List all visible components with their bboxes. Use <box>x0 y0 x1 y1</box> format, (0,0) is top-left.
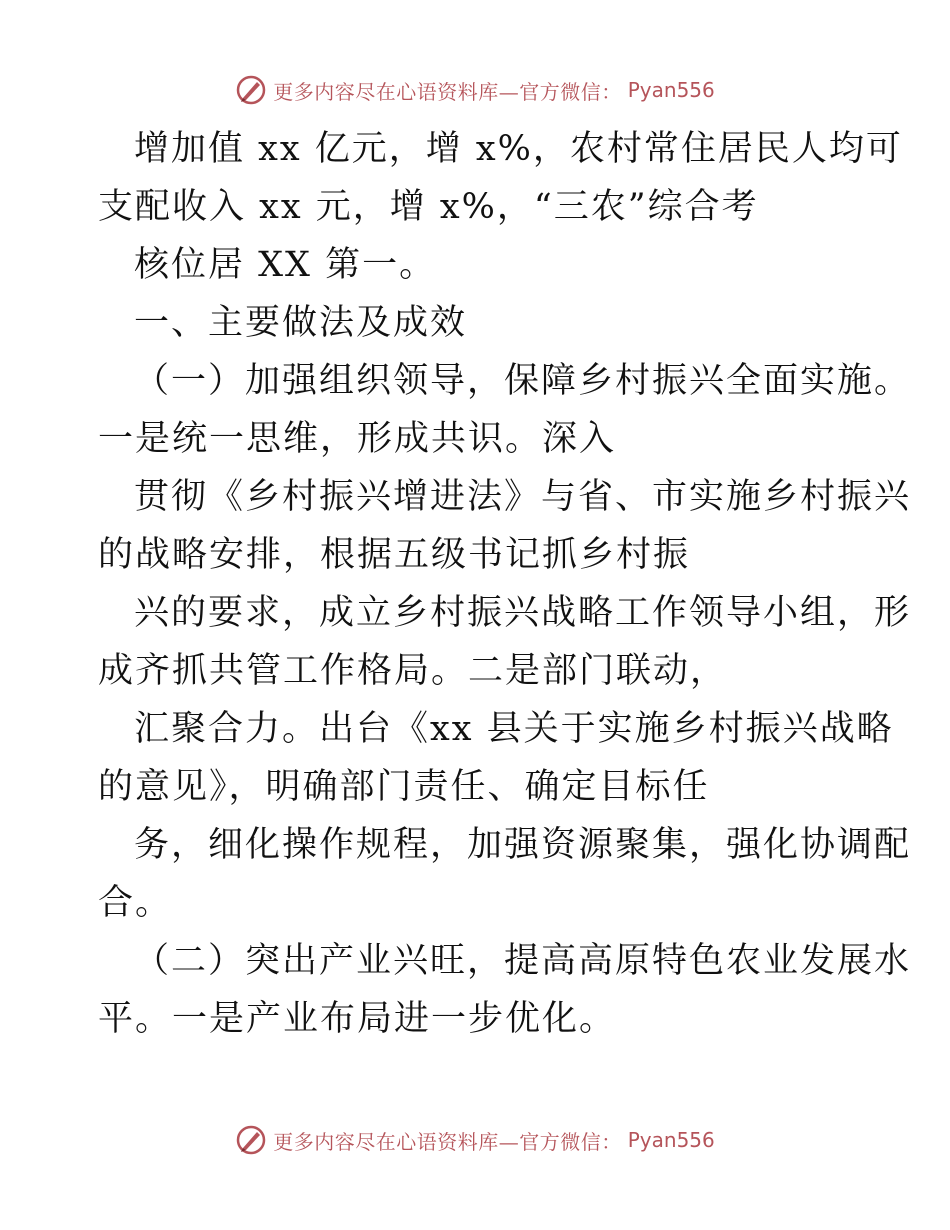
text-line: 一、主要做法及成效 <box>134 303 468 343</box>
watermark-wechat-id: Pyan556 <box>627 1128 715 1152</box>
document-body <box>98 120 912 1048</box>
header-watermark <box>0 70 950 110</box>
text-line: 务，细化操作规程，加强资源聚集，强化协调配 <box>134 825 912 865</box>
text-line: 核位居 XX 第一。 <box>134 245 437 285</box>
text-line: 增加值 xx 亿元，增 x%，农村常住居民人均可 <box>134 129 903 169</box>
text-line: （一）加强组织领导，保障乡村振兴全面实施。 <box>134 361 912 401</box>
text-line: 兴的要求，成立乡村振兴战略工作领导小组，形 <box>134 593 912 633</box>
watermark-text: 更多内容尽在心语资料库—官方微信： <box>273 1129 622 1154</box>
text-line: 平。一是产业布局进一步优化。 <box>98 999 617 1039</box>
text-line: 的意见》，明确部门责任、确定目标任 <box>98 767 710 807</box>
text-line: 合。 <box>98 883 173 923</box>
text-line: 贯彻《乡村振兴增进法》与省、市实施乡村振兴 <box>134 477 912 517</box>
watermark-text: 更多内容尽在心语资料库—官方微信： <box>273 79 622 104</box>
text-line: 汇聚合力。出台《xx 县关于实施乡村振兴战略 <box>134 709 894 749</box>
pen-logo-icon <box>235 74 267 106</box>
pen-logo-icon <box>235 1124 267 1156</box>
watermark-wechat-id: Pyan556 <box>627 78 715 102</box>
text-line: （二）突出产业兴旺，提高高原特色农业发展水 <box>134 941 912 981</box>
text-line: 支配收入 xx 元，增 x%，“三农”综合考 <box>98 187 759 227</box>
text-line: 的战略安排，根据五级书记抓乡村振 <box>98 535 691 575</box>
footer-watermark <box>0 1120 950 1160</box>
text-line: 成齐抓共管工作格局。二是部门联动， <box>98 651 728 691</box>
text-line: 一是统一思维，形成共识。深入 <box>98 419 617 459</box>
